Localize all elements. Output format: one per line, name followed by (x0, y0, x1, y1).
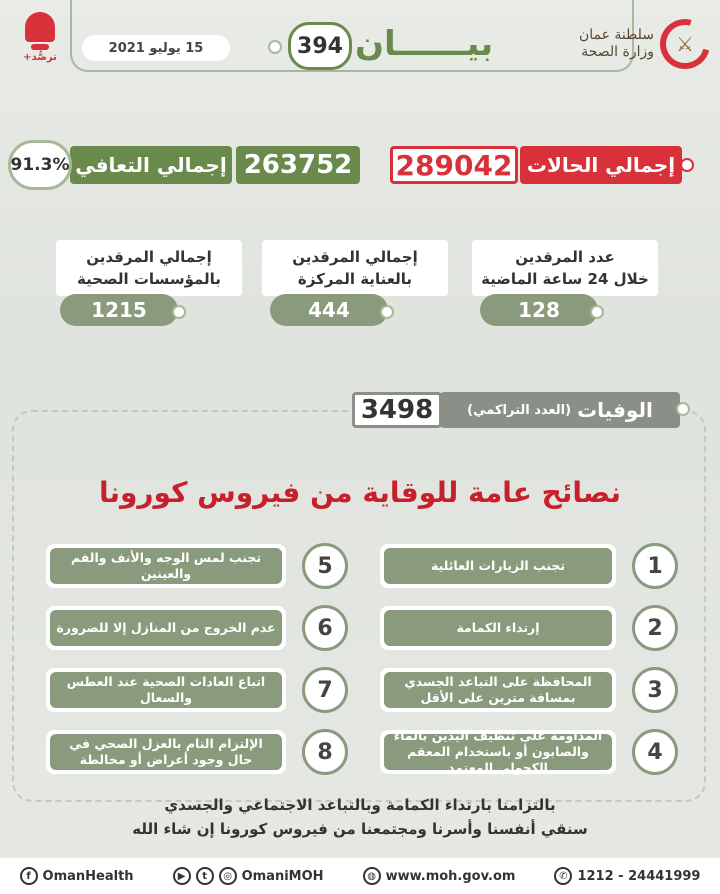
social-link[interactable] (173, 867, 324, 885)
tip-text: اتباع العادات الصحية عند العطس والسعال (50, 672, 282, 708)
phone-link[interactable] (554, 867, 700, 885)
hospital-sublabel: بالعناية المركزة (297, 270, 413, 288)
tip-number: 1 (632, 543, 678, 589)
hospital-value-24h: 128 (480, 294, 598, 326)
tip-text: عدم الخروج من المنازل إلا للضرورة (50, 610, 282, 646)
hospital-dot (380, 305, 394, 319)
tip-card (46, 544, 286, 588)
tip-text: المداومة على تنظيف اليدين بالماء والصابون أو باستخدام المعقم الكحولي المعتمد (384, 734, 612, 770)
website-url: www.moh.gov.om (385, 868, 516, 884)
tip-text: الإلتزام التام بالعزل الصحي في حال وجود أعراض أو مخالطة (50, 734, 282, 770)
app-name: ترصُّد+ (23, 52, 57, 63)
ministry-logo (560, 14, 710, 74)
deaths-label: الوفيات (577, 398, 653, 422)
tip-number: 6 (302, 605, 348, 651)
tip-card (380, 606, 616, 650)
phone-icon: ✆ (554, 867, 572, 885)
bayan-number: 394 (288, 22, 352, 70)
globe-icon: ◍ (363, 867, 381, 885)
facebook-link[interactable] (20, 867, 134, 885)
tips-title: نصائح عامة للوقاية من فيروس كورونا (99, 476, 621, 509)
total-recovered-value: 263752 (236, 146, 360, 184)
tip-number: 3 (632, 667, 678, 713)
ministry-line1: سلطنة عمان (578, 27, 654, 43)
tip-card (380, 730, 616, 774)
bell-icon (25, 12, 55, 42)
app-logo (12, 12, 68, 63)
facebook-handle: OmanHealth (42, 868, 134, 884)
phone-number: 1212 - 24441999 (577, 868, 701, 884)
tip-text: المحافظة على التباعد الجسدي بمسافة مترين على الأقل (384, 672, 612, 708)
tip-number: 7 (302, 667, 348, 713)
crescent-emblem-icon: ⚔ (651, 10, 719, 78)
hospital-label: عدد المرقدين (515, 248, 615, 266)
facebook-icon: f (20, 867, 38, 885)
tip-card (46, 606, 286, 650)
hospital-dot (172, 305, 186, 319)
website-link[interactable] (363, 867, 516, 885)
tip-card (46, 730, 286, 774)
hospital-box-icu (262, 240, 448, 296)
hospital-sublabel: خلال 24 ساعة الماضية (481, 270, 649, 288)
hospital-box-total (56, 240, 242, 296)
hospital-box-24h (472, 240, 658, 296)
total-cases-label: إجمالي الحالات (520, 146, 682, 184)
closing-line1: بالتزامنا بارتداء الكمامة وبالتباعد الاجتماعي والجسدي (164, 796, 556, 814)
total-recovered-label: إجمالي التعافي (70, 146, 232, 184)
ministry-line2: وزارة الصحة (581, 44, 654, 60)
instagram-icon: ◎ (219, 867, 237, 885)
deaths-label-box (440, 392, 680, 428)
tip-text: إرتداء الكمامة (384, 610, 612, 646)
date-pill: 15 يوليو 2021 (82, 35, 230, 61)
tip-card (46, 668, 286, 712)
total-cases-value: 289042 (390, 146, 518, 184)
recovery-percent: 91.3% (8, 140, 72, 190)
hospital-label: إجمالي المرقدين (86, 248, 212, 266)
deaths-value: 3498 (352, 392, 442, 428)
tip-number: 4 (632, 729, 678, 775)
cases-dot (680, 158, 694, 172)
tip-number: 8 (302, 729, 348, 775)
tip-card (380, 668, 616, 712)
hospital-value-icu: 444 (270, 294, 388, 326)
tip-number: 2 (632, 605, 678, 651)
tip-text: تجنب لمس الوجه والأنف والفم والعينين (50, 548, 282, 584)
hospital-label: إجمالي المرقدين (292, 248, 418, 266)
connector-dot (268, 40, 282, 54)
ministry-name (579, 27, 654, 61)
hospital-value-total: 1215 (60, 294, 178, 326)
social-handle: OmaniMOH (241, 868, 324, 884)
tip-number: 5 (302, 543, 348, 589)
closing-line2: سنقي أنفسنا وأسرنا ومجتمعنا من فيروس كورونا إن شاء الله (132, 820, 588, 838)
deaths-dot (676, 402, 690, 416)
deaths-sublabel: (العدد التراكمي) (467, 402, 572, 418)
tip-text: تجنب الزيارات العائلية (384, 548, 612, 584)
bayan-label: بيــــــان (355, 24, 494, 64)
tip-card (380, 544, 616, 588)
youtube-icon: ▶ (173, 867, 191, 885)
twitter-icon: t (196, 867, 214, 885)
hospital-sublabel: بالمؤسسات الصحية (77, 270, 221, 288)
hospital-dot (590, 305, 604, 319)
footer (0, 858, 720, 894)
